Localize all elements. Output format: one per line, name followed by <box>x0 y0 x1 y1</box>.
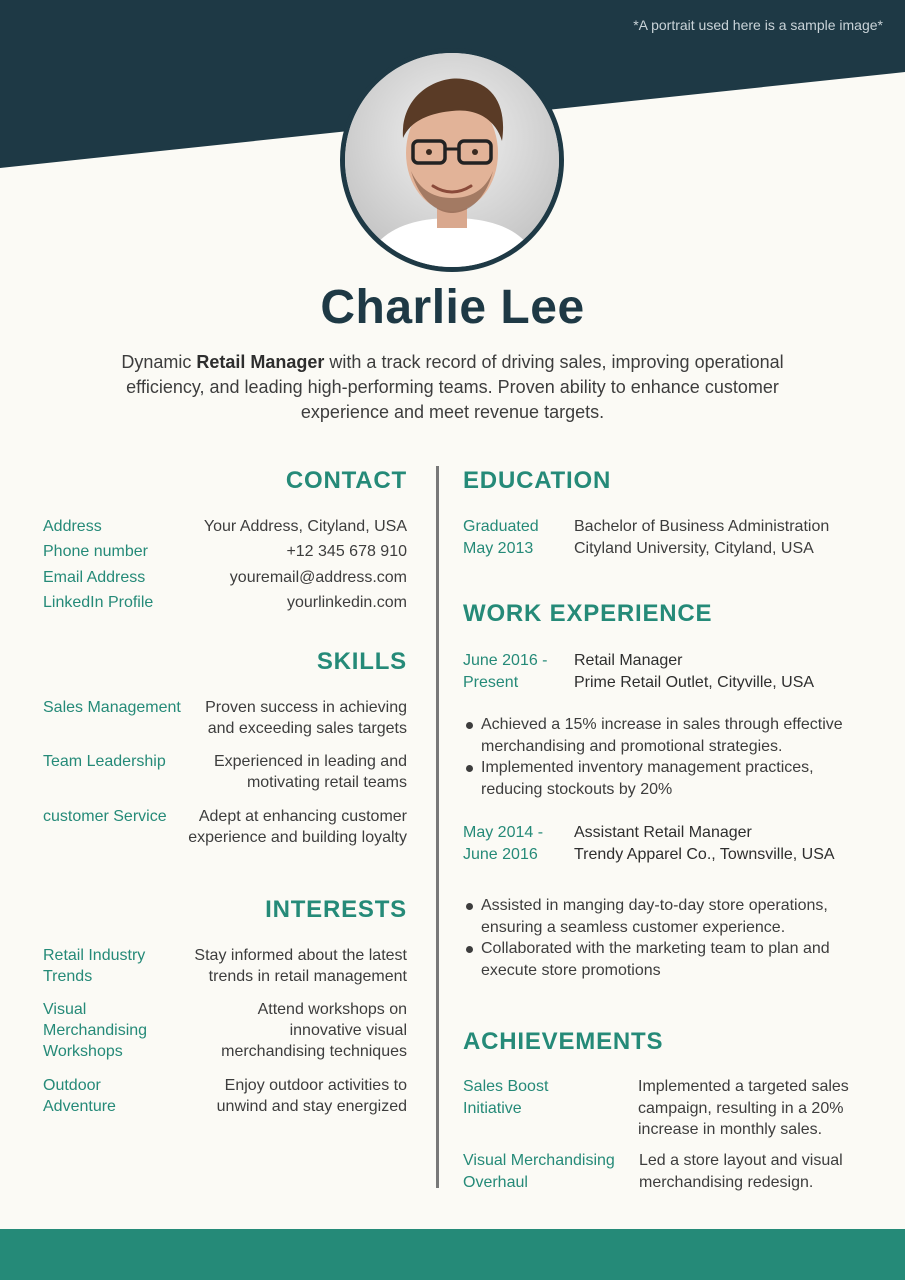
skill-description-line: Proven success in achieving <box>205 699 407 716</box>
achievement-title <box>463 1076 548 1119</box>
achievement-description-line: increase in monthly sales. <box>638 1121 823 1138</box>
achievement-title-line: Initiative <box>463 1099 522 1117</box>
education-heading: EDUCATION <box>463 467 612 494</box>
contact-label: Address <box>43 518 102 535</box>
job-bullet-line: Assisted in manging day-to-day store operations, <box>481 897 828 914</box>
job-bullets <box>463 714 863 800</box>
education-detail <box>574 516 829 559</box>
job-bullets <box>463 895 863 981</box>
interest-label <box>43 999 147 1062</box>
job-bullet <box>463 714 863 757</box>
education-date <box>463 516 539 559</box>
job-date <box>463 822 543 865</box>
achievement-description-line: Led a store layout and visual <box>639 1152 843 1169</box>
interest-description <box>217 1075 407 1117</box>
job-date-line: June 2016 <box>463 845 538 863</box>
skills-heading: SKILLS <box>316 648 407 675</box>
interest-label <box>43 945 145 987</box>
interest-description-line: Stay informed about the latest <box>194 947 407 964</box>
interest-label-line: Adventure <box>43 1098 116 1115</box>
job-title: Retail Manager <box>574 652 683 669</box>
interests-heading: INTERESTS <box>265 896 407 923</box>
work-heading: WORK EXPERIENCE <box>463 600 713 627</box>
achievements-heading: ACHIEVEMENTS <box>463 1028 664 1055</box>
skill-description-line: experience and building loyalty <box>188 829 407 846</box>
job-bullet-line: Implemented inventory management practices, <box>481 759 814 776</box>
contact-label: Email Address <box>43 569 146 586</box>
job-bullet-line: reducing stockouts by 20% <box>481 780 673 798</box>
skill-label: Sales Management <box>43 699 181 716</box>
skill-description <box>205 697 407 739</box>
interest-label-line: Trends <box>43 968 93 985</box>
job-bullet-line: Collaborated with the marketing team to plan and <box>481 940 830 957</box>
job-company: Trendy Apparel Co., Townsville, USA <box>574 845 835 863</box>
interest-label-line: Workshops <box>43 1043 123 1060</box>
job-bullet <box>463 938 863 981</box>
portrait-icon <box>345 53 559 267</box>
job-bullet <box>463 895 863 938</box>
job-info <box>574 822 835 865</box>
skill-description-line: and exceeding sales targets <box>207 720 407 737</box>
job-info <box>574 650 814 693</box>
profile-summary <box>80 350 825 425</box>
interest-label <box>43 1075 116 1117</box>
skill-description-line: Experienced in leading and <box>213 753 407 770</box>
job-date-line: Present <box>463 673 519 691</box>
interest-description-line: merchandising techniques <box>221 1043 407 1060</box>
interest-description-line: innovative visual <box>289 1022 407 1039</box>
skill-label: customer Service <box>43 808 167 825</box>
skill-description <box>214 751 407 793</box>
achievement-description <box>638 1076 849 1141</box>
education-degree: Bachelor of Business Administration <box>574 518 830 535</box>
job-bullet-line: Achieved a 15% increase in sales through effective <box>481 716 843 733</box>
interest-description <box>194 945 407 987</box>
achievement-title-line: Sales Boost <box>463 1078 549 1095</box>
job-date-line: May 2014 - <box>463 824 544 841</box>
achievement-description <box>639 1150 843 1193</box>
job-date <box>463 650 548 693</box>
interest-description <box>221 999 407 1062</box>
education-date-line: Graduated <box>463 518 539 535</box>
achievement-title-line: Visual Merchandising <box>463 1152 615 1169</box>
interest-label-line: Retail Industry <box>43 947 146 964</box>
skill-description-line: motivating retail teams <box>246 774 407 791</box>
contact-heading: CONTACT <box>285 467 407 494</box>
contact-value[interactable]: youremail@address.com <box>229 569 407 586</box>
achievement-description-line: merchandising redesign. <box>639 1173 814 1191</box>
education-school: Cityland University, Cityland, USA <box>574 539 814 557</box>
contact-value[interactable]: yourlinkedin.com <box>286 594 407 611</box>
candidate-name: Charlie Lee <box>320 281 585 334</box>
contact-value[interactable]: Your Address, Cityland, USA <box>203 518 407 535</box>
job-bullet-line: ensuring a seamless customer experience. <box>481 918 786 936</box>
skill-label: Team Leadership <box>43 753 166 770</box>
achievement-title-line: Overhaul <box>463 1173 528 1191</box>
job-bullet-line: execute store promotions <box>481 961 661 979</box>
summary-body: with a track record of driving sales, improving operational efficiency, and leading high-performing teams. Proven ability to enhance customer experience and meet revenue targets. <box>126 352 784 422</box>
interest-description-line: unwind and stay energized <box>216 1098 407 1115</box>
job-bullet <box>463 757 863 800</box>
skill-description-line: Adept at enhancing customer <box>198 808 407 825</box>
interest-label-line: Merchandising <box>43 1022 148 1039</box>
contact-label: Phone number <box>43 543 148 560</box>
interest-description-line: trends in retail management <box>208 968 407 985</box>
education-date-line: May 2013 <box>463 539 534 557</box>
contact-value[interactable]: +12 345 678 910 <box>286 543 407 560</box>
job-title: Assistant Retail Manager <box>574 824 752 841</box>
summary-intro: Dynamic <box>121 352 197 372</box>
achievement-title <box>463 1150 615 1193</box>
job-date-line: June 2016 - <box>463 652 548 669</box>
interest-description-line: Enjoy outdoor activities to <box>224 1077 407 1094</box>
skill-description <box>188 806 407 848</box>
achievement-description-line: Implemented a targeted sales <box>638 1078 849 1095</box>
job-company: Prime Retail Outlet, Cityville, USA <box>574 673 815 691</box>
portrait-photo <box>340 48 564 272</box>
interest-label-line: Outdoor <box>43 1077 101 1094</box>
column-divider <box>436 466 439 1188</box>
achievement-description-line: campaign, resulting in a 20% <box>638 1099 844 1117</box>
summary-role: Retail Manager <box>196 352 325 372</box>
contact-label: LinkedIn Profile <box>43 594 154 611</box>
sample-image-note: *A portrait used here is a sample image* <box>633 17 883 33</box>
interest-label-line: Visual <box>43 1001 87 1018</box>
job-bullet-line: merchandising and promotional strategies. <box>481 737 783 755</box>
footer-bar <box>0 1229 905 1280</box>
interest-description-line: Attend workshops on <box>257 1001 407 1018</box>
